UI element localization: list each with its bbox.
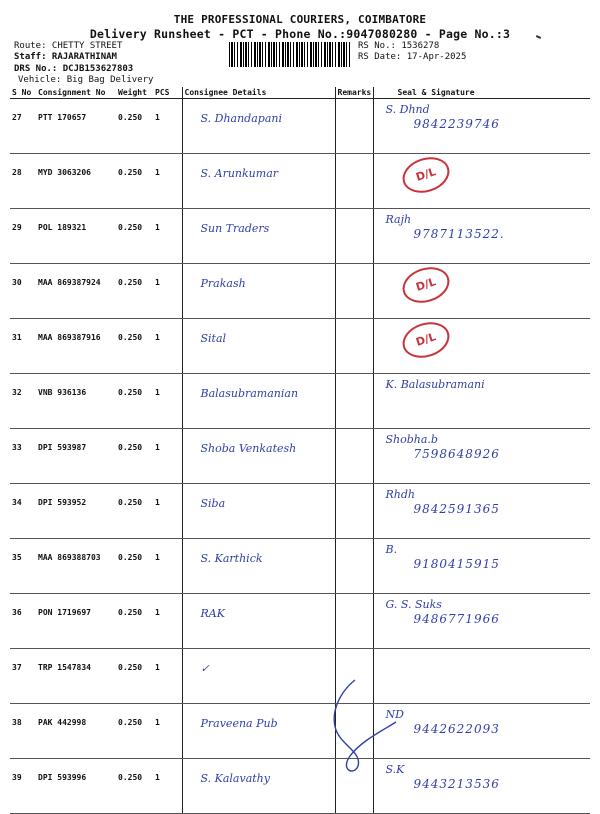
cell-consignee (182, 209, 335, 264)
col-sno: S No (10, 87, 36, 99)
cell-remarks (335, 429, 373, 484)
signature-phone: 9842239746 (413, 117, 500, 131)
cell-consignment: MAA 869387916 (36, 319, 116, 374)
cell-remarks (335, 484, 373, 539)
cell-pcs: 1 (153, 759, 182, 814)
cell-pcs: 1 (153, 99, 182, 154)
cell-sno: 34 (10, 484, 36, 539)
col-signature: Seal & Signature (373, 87, 590, 99)
table-row (10, 539, 590, 594)
cell-consignee (182, 319, 335, 374)
cell-weight: 0.250 (116, 539, 153, 594)
rs-number: RS No.: 1536278 (358, 41, 440, 51)
table-row (10, 429, 590, 484)
signature-text: B. (385, 543, 398, 556)
cell-pcs: 1 (153, 704, 182, 759)
cell-consignment: PON 1719697 (36, 594, 116, 649)
consignee-handwriting: Prakash (200, 277, 246, 290)
staff-label: Staff: RAJARATHINAM (14, 52, 117, 62)
signature-phone: 9443213536 (413, 777, 500, 791)
cell-remarks (335, 594, 373, 649)
cell-signature (373, 209, 590, 264)
cell-consignee (182, 374, 335, 429)
consignee-handwriting: Siba (200, 497, 226, 510)
cell-signature (373, 264, 590, 319)
cell-weight: 0.250 (116, 429, 153, 484)
consignee-handwriting: S. Dhandapani (200, 112, 282, 125)
cell-weight: 0.250 (116, 374, 153, 429)
cell-consignment: VNB 936136 (36, 374, 116, 429)
signature-text: ND (385, 708, 404, 721)
cell-signature (373, 539, 590, 594)
cell-pcs: 1 (153, 539, 182, 594)
vehicle-label: Vehicle: Big Bag Delivery (18, 75, 154, 85)
company-title: THE PROFESSIONAL COURIERS, COIMBATORE (173, 13, 427, 26)
cell-weight: 0.250 (116, 154, 153, 209)
cell-consignment: DPI 593987 (36, 429, 116, 484)
cell-pcs: 1 (153, 319, 182, 374)
cell-sno: 39 (10, 759, 36, 814)
cell-consignment: MAA 869388703 (36, 539, 116, 594)
cell-remarks (335, 99, 373, 154)
cell-weight: 0.250 (116, 264, 153, 319)
signature-text: G. S. Suks (385, 598, 442, 611)
cell-weight: 0.250 (116, 484, 153, 539)
cell-consignee (182, 99, 335, 154)
signature-phone: 9842591365 (413, 502, 500, 516)
table-row (10, 154, 590, 209)
cell-remarks (335, 264, 373, 319)
cell-weight: 0.250 (116, 319, 153, 374)
signature-phone: 9180415915 (413, 557, 500, 571)
cell-signature (373, 594, 590, 649)
cell-consignee (182, 594, 335, 649)
cell-consignee (182, 264, 335, 319)
consignee-handwriting: S. Karthick (200, 552, 263, 565)
barcode (229, 42, 350, 67)
cell-sno: 27 (10, 99, 36, 154)
cell-consignment: PTT 170657 (36, 99, 116, 154)
consignee-handwriting: S. Kalavathy (200, 772, 270, 785)
cell-pcs: 1 (153, 209, 182, 264)
cell-consignee (182, 539, 335, 594)
cell-weight: 0.250 (116, 704, 153, 759)
rs-date: RS Date: 17-Apr-2025 (358, 52, 467, 62)
table-row (10, 209, 590, 264)
cell-sno: 33 (10, 429, 36, 484)
consignee-handwriting: Praveena Pub (200, 717, 278, 730)
cell-consignment: MAA 869387924 (36, 264, 116, 319)
signature-phone: 7598648926 (413, 447, 500, 461)
cell-remarks (335, 539, 373, 594)
runsheet-subtitle: Delivery Runsheet - PCT - Phone No.:9047080280 - Page No.:3 (89, 27, 511, 41)
consignee-handwriting: Sital (200, 332, 227, 345)
cell-sno: 31 (10, 319, 36, 374)
signature-phone: 9486771966 (413, 612, 500, 626)
consignee-handwriting: Sun Traders (200, 222, 270, 235)
cell-sno: 37 (10, 649, 36, 704)
cell-consignment: POL 189321 (36, 209, 116, 264)
signature-text: Rajh (385, 213, 412, 226)
cell-remarks (335, 154, 373, 209)
table-row (10, 374, 590, 429)
cell-signature (373, 99, 590, 154)
signature-text: Shobha.b (385, 433, 438, 446)
cell-consignment: DPI 593996 (36, 759, 116, 814)
signature-phone: 9442622093 (413, 722, 500, 736)
cell-weight: 0.250 (116, 99, 153, 154)
cell-pcs: 1 (153, 649, 182, 704)
col-consignment: Consignment No (36, 87, 116, 99)
cell-weight: 0.250 (116, 594, 153, 649)
table-row (10, 484, 590, 539)
table-row (10, 594, 590, 649)
col-remarks: Remarks (335, 87, 373, 99)
cell-consignment: PAK 442998 (36, 704, 116, 759)
cell-signature (373, 319, 590, 374)
table-row (10, 319, 590, 374)
cell-sno: 36 (10, 594, 36, 649)
cell-remarks (335, 209, 373, 264)
cell-consignee (182, 429, 335, 484)
consignee-handwriting: Balasubramanian (200, 387, 299, 400)
consignee-handwriting: Shoba Venkatesh (200, 442, 297, 455)
signature-phone: 9787113522. (413, 227, 505, 241)
cell-weight: 0.250 (116, 649, 153, 704)
table-row (10, 264, 590, 319)
cell-remarks (335, 374, 373, 429)
cell-signature (373, 484, 590, 539)
cell-remarks (335, 319, 373, 374)
cell-consignee (182, 154, 335, 209)
cell-sno: 38 (10, 704, 36, 759)
cell-weight: 0.250 (116, 209, 153, 264)
cell-pcs: 1 (153, 429, 182, 484)
cell-sno: 30 (10, 264, 36, 319)
cell-consignment: DPI 593952 (36, 484, 116, 539)
cell-signature (373, 154, 590, 209)
cell-pcs: 1 (153, 264, 182, 319)
cell-signature (373, 429, 590, 484)
signature-scribble (300, 672, 410, 782)
table-row (10, 99, 590, 154)
signature-text: S.K (385, 763, 405, 776)
consignee-handwriting: RAK (200, 607, 225, 620)
consignee-handwriting: S. Arunkumar (200, 167, 279, 180)
cell-sno: 35 (10, 539, 36, 594)
cell-weight: 0.250 (116, 759, 153, 814)
cell-consignee (182, 484, 335, 539)
cell-signature (373, 374, 590, 429)
cell-pcs: 1 (153, 484, 182, 539)
delivered-stamp: D/L (397, 261, 453, 308)
cell-consignment: TRP 1547834 (36, 649, 116, 704)
drs-number: DRS No.: DCJB15362780З (14, 64, 134, 74)
signature-text: Rhdh (385, 488, 415, 501)
delivered-stamp: D/L (397, 151, 453, 198)
consignee-handwriting: ✓ (200, 662, 210, 675)
cell-sno: 32 (10, 374, 36, 429)
signature-text: S. Dhnd (385, 103, 430, 116)
cell-pcs: 1 (153, 594, 182, 649)
cell-pcs: 1 (153, 154, 182, 209)
col-pcs: PCS (153, 87, 182, 99)
cell-sno: 29 (10, 209, 36, 264)
delivered-stamp: D/L (397, 316, 453, 363)
signature-text: K. Balasubramani (385, 378, 485, 391)
col-weight: Weight (116, 87, 153, 99)
route-label: Route: CHETTY STREET (14, 41, 123, 51)
cell-consignment: MYD 3063206 (36, 154, 116, 209)
table-header (10, 87, 590, 99)
cell-sno: 28 (10, 154, 36, 209)
col-consignee: Consignee Details (182, 87, 335, 99)
cell-pcs: 1 (153, 374, 182, 429)
